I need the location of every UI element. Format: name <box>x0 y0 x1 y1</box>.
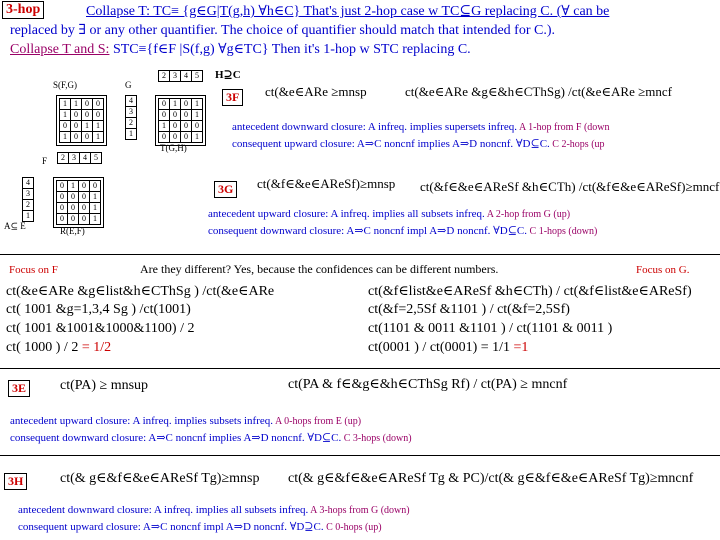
t-cell: 0 <box>181 132 192 143</box>
case-3f-desc1-text: antecedent downward closure: A infreq. implies supersets infreq. <box>232 121 518 133</box>
header-line1 <box>86 3 609 20</box>
h-row-header <box>158 70 203 82</box>
a-subset-e-label: A⊆ E <box>4 221 26 231</box>
case-3e-desc1 <box>10 415 361 427</box>
t-cell: 0 <box>181 110 192 121</box>
t-cell: 1 <box>192 110 203 121</box>
s-cell: 1 <box>82 121 93 132</box>
s-cell: 1 <box>93 132 104 143</box>
t-cell: 0 <box>159 132 170 143</box>
focus-left-line3: ct( 1001 &1001&1000&1100) / 2 <box>6 321 195 336</box>
case-3e-desc1-text: antecedent upward closure: A infreq. implies subsets infreq. <box>10 415 274 427</box>
s-cell: 0 <box>60 121 71 132</box>
focus-right-line4 <box>368 340 528 356</box>
f-row-cell: 4 <box>80 153 91 164</box>
focus-question: Are they different? Yes, because the confidences can be different numbers. <box>140 262 499 276</box>
focus-right-line2: ct(&f=2,5Sf &1101 ) / ct(&f=2,5Sf) <box>368 302 570 317</box>
r-cell: 0 <box>79 192 90 203</box>
f-row-cell: 2 <box>58 153 69 164</box>
t-cell: 1 <box>192 99 203 110</box>
r-cell: 0 <box>57 181 68 192</box>
t-cell: 1 <box>159 121 170 132</box>
r-cell: 0 <box>57 214 68 225</box>
case-3f-formula-right: ct(&e∈ARe &g∈&h∈CThSg) /ct(&e∈ARe ≥mncf <box>405 84 672 99</box>
case-3f-desc2-text: consequent upward closure: A⇒C noncnf implies A⇒D noncnf. ∀D⊆C. <box>232 138 550 150</box>
s-cell: 0 <box>82 99 93 110</box>
e-cell: 1 <box>23 211 34 222</box>
focus-left-line2: ct( 1001 &g=1,3,4 Sg ) /ct(1001) <box>6 302 191 317</box>
g-cell: 2 <box>126 118 137 129</box>
case-3h-desc1-text: antecedent downward closure: A infreq. implies all subsets infreq. <box>18 504 309 516</box>
t-cell: 1 <box>170 99 181 110</box>
r-matrix-label: R(E,F) <box>60 226 85 236</box>
case-3h-desc2-text: consequent upward closure: A⇒C noncnf impl A⇒D noncnf. ∀D⊇C. <box>18 521 324 533</box>
r-cell: 0 <box>57 192 68 203</box>
header-line3 <box>10 41 471 58</box>
case-3g-formula-right: ct(&f∈&e∈AReSf &h∈CTh) /ct(&f∈&e∈AReSf)≥mncf <box>420 179 720 194</box>
e-column <box>22 177 34 222</box>
case-3g-desc1-note: A 2-hop from G (up) <box>484 209 571 220</box>
case-3e-formula-right: ct(PA & f∈&g∈&h∈CThSg Rf) / ct(PA) ≥ mncnf <box>288 377 568 392</box>
r-cell: 1 <box>90 203 101 214</box>
case-3h-desc2 <box>18 520 382 533</box>
t-cell: 0 <box>159 110 170 121</box>
case-3g-desc1-text: antecedent upward closure: A infreq. implies all subsets infreq. <box>208 208 485 220</box>
t-matrix <box>155 95 206 146</box>
case-3h-desc1-note: A 3-hops from G (down) <box>308 505 410 516</box>
s-cell: 0 <box>93 99 104 110</box>
case-3f-desc1 <box>232 121 610 133</box>
r-cell: 0 <box>57 203 68 214</box>
focus-left-line1: ct(&e∈ARe &g∈list&h∈CThSg ) /ct(&e∈ARe <box>6 284 275 299</box>
t-cell: 0 <box>192 121 203 132</box>
case-3e-desc2-text: consequent downward closure: A⇒C noncnf implies A⇒D noncnf. ∀D⊆C. <box>10 432 342 444</box>
h-label: H⊇C <box>215 69 241 81</box>
f-row-cell: 5 <box>91 153 102 164</box>
s-cell: 0 <box>82 132 93 143</box>
t-cell: 0 <box>170 121 181 132</box>
s-cell: 0 <box>71 132 82 143</box>
f-row-cell: 3 <box>69 153 80 164</box>
focus-on-f-title: Focus on F <box>9 264 58 276</box>
s-cell: 1 <box>93 121 104 132</box>
f-row-header <box>57 152 102 164</box>
case-3h-formula-right: ct(& g∈&f∈&e∈AReSf Tg & PC)/ct(& g∈&f∈&e∈AReSf Tg)≥mncnf <box>288 471 694 486</box>
s-cell: 1 <box>60 99 71 110</box>
case-3g-label: 3G <box>214 181 237 198</box>
focus-left-line4-text: ct( 1000 ) / 2 <box>6 340 79 355</box>
case-3f-desc2-note: C 2-hops (up <box>549 139 605 150</box>
g-label: G <box>125 80 132 90</box>
case-3e-desc2 <box>10 431 412 444</box>
case-3f-desc2 <box>232 137 605 150</box>
case-3e-desc2-note: C 3-hops (down) <box>341 433 412 444</box>
case-3g-desc2-text: consequent downward closure: A⇒C noncnf impl A⇒D noncnf. ∀D⊆C. <box>208 225 528 237</box>
r-cell: 1 <box>90 192 101 203</box>
t-cell: 0 <box>170 110 181 121</box>
case-3e-desc1-note: A 0-hops from E (up) <box>273 416 362 427</box>
focus-on-g-title: Focus on G. <box>636 264 690 276</box>
r-cell: 1 <box>90 214 101 225</box>
case-3g-desc2-note: C 1-hops (down) <box>527 226 598 237</box>
s-matrix-label: S(F,G) <box>53 80 78 90</box>
r-cell: 0 <box>90 181 101 192</box>
r-cell: 0 <box>79 181 90 192</box>
divider-3 <box>0 455 720 456</box>
t-cell: 0 <box>170 132 181 143</box>
case-3g-formula-left: ct(&f∈&e∈AReSf)≥mnsp <box>257 176 396 191</box>
g-cell: 3 <box>126 107 137 118</box>
t-cell: 1 <box>192 132 203 143</box>
g-cell: 1 <box>126 129 137 140</box>
r-cell: 0 <box>68 203 79 214</box>
s-cell: 0 <box>93 110 104 121</box>
e-cell: 2 <box>23 200 34 211</box>
focus-right-line4-text: ct(0001 ) / ct(0001) = 1/1 <box>368 340 511 355</box>
s-cell: 0 <box>71 110 82 121</box>
f-label: F <box>42 156 48 166</box>
focus-right-result: =1 <box>513 340 529 355</box>
e-cell: 3 <box>23 189 34 200</box>
case-3h-desc1 <box>18 504 410 516</box>
t-matrix-label: T(G,H) <box>160 143 187 153</box>
h-row-cell: 5 <box>192 71 203 82</box>
divider-2 <box>0 368 720 369</box>
s-cell: 0 <box>71 121 82 132</box>
s-cell: 1 <box>60 132 71 143</box>
case-3h-formula-left: ct(& g∈&f∈&e∈AReSf Tg)≥mnsp <box>60 471 260 486</box>
divider-1 <box>0 254 720 255</box>
case-3f-formula-left: ct(&e∈ARe ≥mnsp <box>265 84 367 99</box>
case-3h-label: 3H <box>4 473 27 490</box>
s-cell: 1 <box>71 99 82 110</box>
h-row-cell: 3 <box>170 71 181 82</box>
focus-right-line3: ct(1101 & 0011 &1101 ) / ct(1101 & 0011 ) <box>368 321 613 336</box>
header-line3-b: STC≡{f∈F |S(f,g) ∀g∈TC} Then it's 1-hop w STC replacing C. <box>109 42 471 57</box>
case-3f-label: 3F <box>222 89 243 106</box>
s-cell: 0 <box>82 110 93 121</box>
t-cell: 0 <box>181 121 192 132</box>
s-matrix <box>56 95 107 146</box>
case-3g-desc2 <box>208 224 597 237</box>
header-line2: replaced by ∃ or any other quantifier. The choice of quantifier should match that intended for C.). <box>10 23 555 38</box>
s-cell: 1 <box>60 110 71 121</box>
g-column <box>125 95 137 140</box>
header-line3-a: Collapse T and S: <box>10 42 110 57</box>
r-matrix <box>53 177 104 228</box>
h-row-cell: 4 <box>181 71 192 82</box>
r-cell: 0 <box>79 214 90 225</box>
three-hop-tag: 3-hop <box>2 1 44 19</box>
t-cell: 0 <box>159 99 170 110</box>
g-cell: 4 <box>126 96 137 107</box>
case-3e-formula-left: ct(PA) ≥ mnsup <box>60 378 149 393</box>
e-cell: 4 <box>23 178 34 189</box>
r-cell: 0 <box>68 192 79 203</box>
r-cell: 1 <box>68 181 79 192</box>
focus-left-line4 <box>6 340 111 356</box>
case-3g-desc1 <box>208 208 570 220</box>
header-line1-text: Collapse T: TC≡ {g∈G|T(g,h) ∀h∈C} That's just 2-hop case w TC⊆G replacing C. (∀ can be <box>86 4 610 19</box>
case-3e-label: 3E <box>8 380 30 397</box>
h-row-cell: 2 <box>159 71 170 82</box>
focus-right-line1: ct(&f∈list&e∈AReSf &h∈CTh) / ct(&f∈list&e∈AReSf) <box>368 284 692 299</box>
r-cell: 0 <box>79 203 90 214</box>
focus-left-result: = 1/2 <box>81 340 112 355</box>
r-cell: 0 <box>68 214 79 225</box>
case-3h-desc2-note: C 0-hops (up) <box>323 522 382 533</box>
t-cell: 0 <box>181 99 192 110</box>
case-3f-desc1-note: A 1-hop from F (down <box>517 122 610 133</box>
